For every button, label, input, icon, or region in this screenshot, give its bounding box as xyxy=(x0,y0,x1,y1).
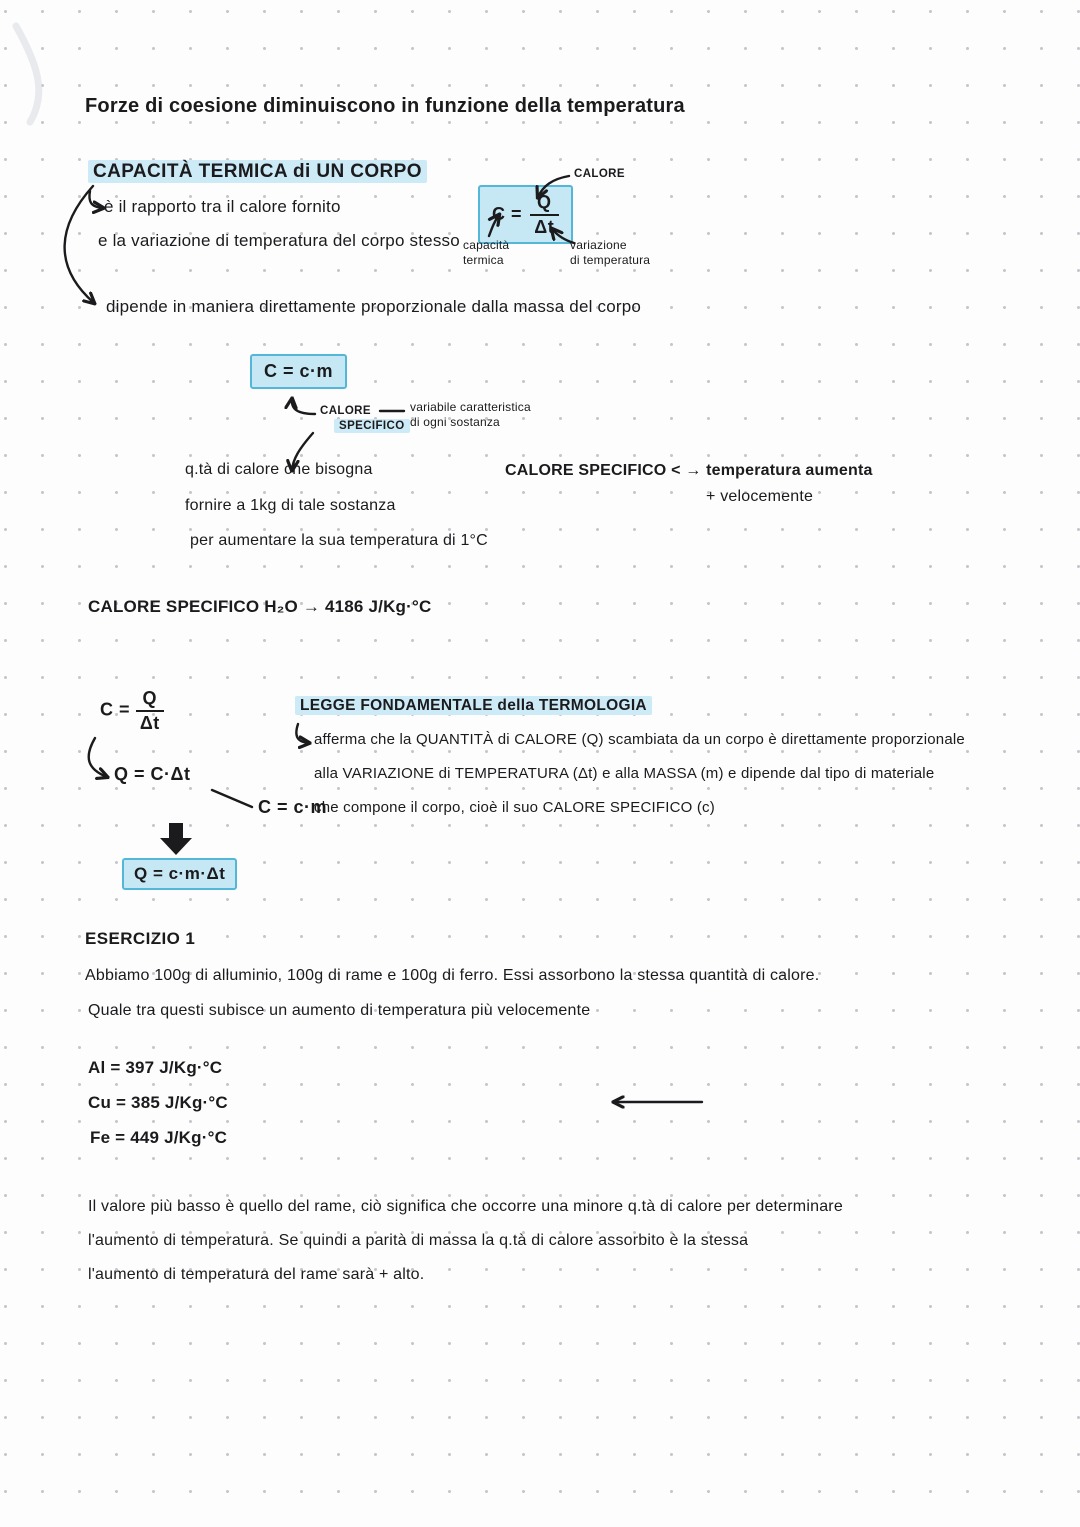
capacita-termica-label-line1: capacità xyxy=(463,238,510,252)
capacita-def-hook-arrow xyxy=(89,191,103,208)
derivation-f2: Q = C·Δt xyxy=(114,764,191,784)
calore-specifico-formula-box: C = c·m xyxy=(250,354,347,389)
esercizio-heading: ESERCIZIO 1 xyxy=(85,929,196,948)
derivation-f3: C = c·m xyxy=(258,797,328,817)
capacita-formula-fraction xyxy=(530,192,559,237)
capacita-formula-box xyxy=(478,185,573,244)
conclusione-line1: Il valore più basso è quello del rame, ciò significa che occorre una minore q.tà di calore per determinare xyxy=(88,1198,843,1215)
derivation-result-box: Q = c·m·Δt xyxy=(122,858,237,890)
valore-cu: Cu = 385 J/Kg·°C xyxy=(88,1093,228,1112)
capacita-heading xyxy=(88,160,427,184)
legge-heading xyxy=(295,696,652,715)
capacita-termica-label xyxy=(463,238,509,268)
calore-specifico-label-line2 xyxy=(334,419,410,433)
conclusione-line2: l'aumento di temperatura. Se quindi a parità di massa la q.tà di calore assorbito è la stessa xyxy=(88,1232,749,1249)
variazione-label-line2: di temperatura xyxy=(570,253,651,267)
legge-line3: che compone il corpo, cioè il suo CALORE SPECIFICO (c) xyxy=(314,799,715,816)
big-down-arrow xyxy=(160,823,192,855)
capacita-formula-denominator: Δt xyxy=(534,216,555,237)
f1-to-f2-arrow xyxy=(89,738,107,777)
conclusione-line3: l'aumento di temperatura del rame sarà + alto. xyxy=(88,1266,425,1283)
derivation-f1 xyxy=(100,688,164,733)
page-title: Forze di coesione diminuiscono in funzione della temperatura xyxy=(85,95,685,117)
capacita-formula-numerator: Q xyxy=(530,192,559,216)
page-curl-mark xyxy=(16,26,39,122)
calore-specifico-label-line1: CALORE xyxy=(320,405,371,417)
derivation-f1-numerator: Q xyxy=(136,688,165,712)
variabile-note xyxy=(410,400,531,430)
water-specific-heat: CALORE SPECIFICO H₂O → 4186 J/Kg·°C xyxy=(88,597,432,616)
capacita-to-dipende-arrow xyxy=(65,186,94,303)
calore-specifico-label-arrow xyxy=(292,399,315,414)
esercizio-line1: Abbiamo 100g di alluminio, 100g di rame e 100g di ferro. Essi assorbono la stessa quantità di calore. xyxy=(85,967,820,984)
variazione-label xyxy=(570,238,650,268)
legge-hook-arrow xyxy=(296,724,309,743)
derivation-f1-denominator: Δt xyxy=(139,712,160,733)
legge-line2: alla VARIAZIONE di TEMPERATURA (Δt) e alla MASSA (m) e dipende dal tipo di materiale xyxy=(314,765,935,782)
f2-to-f3-line xyxy=(212,790,252,807)
variazione-label-line1: variazione xyxy=(570,238,627,252)
valore-al: Al = 397 J/Kg·°C xyxy=(88,1058,223,1077)
calore-label: CALORE xyxy=(574,168,625,180)
cs-definition-line3: per aumentare la sua temperatura di 1°C xyxy=(190,532,488,549)
cs-definition-line1: q.tà di calore che bisogna xyxy=(185,461,373,478)
capacita-heading-highlight: CAPACITÀ TERMICA di UN CORPO xyxy=(88,160,427,183)
mass-note: dipende in maniera direttamente proporzionale dalla massa del corpo xyxy=(106,297,642,316)
capacita-def-line1: è il rapporto tra il calore fornito xyxy=(104,197,341,216)
derivation-f1-fraction xyxy=(136,688,165,733)
capacita-formula-lhs: C = xyxy=(492,204,523,225)
cs-definition-line2: fornire a 1kg di tale sostanza xyxy=(185,497,396,514)
derivation-f1-lhs: C = xyxy=(100,699,131,720)
valore-fe: Fe = 449 J/Kg·°C xyxy=(90,1128,228,1147)
variabile-note-line2: di ogni sostanza xyxy=(410,415,500,429)
legge-line1: afferma che la QUANTITÀ di CALORE (Q) scambiata da un corpo è direttamente proporzionale xyxy=(314,731,965,748)
variabile-note-line1: variabile caratteristica xyxy=(410,400,531,414)
capacita-def-line2: e la variazione di temperatura del corpo stesso xyxy=(98,231,460,250)
legge-heading-highlight: LEGGE FONDAMENTALE della TERMOLOGIA xyxy=(295,696,652,715)
cs-rule-line1: CALORE SPECIFICO < → temperatura aumenta xyxy=(505,462,873,479)
cs-rule-line2: + velocemente xyxy=(706,488,814,505)
specifico-highlight: SPECIFICO xyxy=(334,419,410,433)
esercizio-line2: Quale tra questi subisce un aumento di temperatura più velocemente xyxy=(88,1002,591,1019)
capacita-termica-label-line2: termica xyxy=(463,253,504,267)
